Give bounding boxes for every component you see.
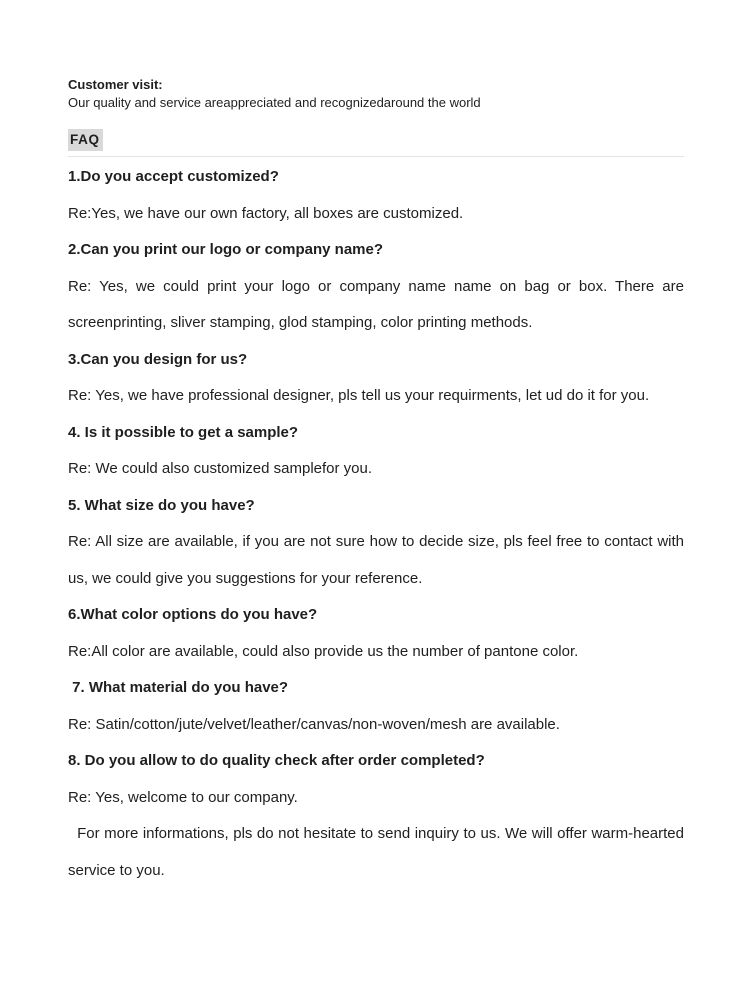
faq-question: 2.Can you print our logo or company name?: [68, 241, 384, 258]
faq-question: 3.Can you design for us?: [68, 350, 248, 368]
faq-item: [68, 670, 684, 743]
faq-question: 8. Do you allow to do quality check after order completed?: [68, 752, 485, 769]
faq-answer: Re: Yes, welcome to our company.: [68, 788, 298, 806]
faq-list: [68, 159, 689, 889]
faq-heading: FAQ: [68, 129, 103, 151]
faq-question: 4. Is it possible to get a sample?: [68, 423, 299, 441]
faq-item: [68, 743, 684, 816]
faq-answer: Re: We could also customized samplefor you.: [68, 460, 373, 477]
faq-item: [68, 597, 684, 670]
customer-visit-section: [68, 76, 684, 112]
faq-answer: Re:All color are available, could also provide us the number of pantone color.: [68, 642, 579, 660]
section-divider: [68, 156, 684, 157]
faq-answer: Re: All size are available, if you are not sure how to decide size, pls feel free to contact with us, we could give you suggestions for your reference.: [68, 533, 689, 587]
faq-answer: Re: Yes, we could print your logo or company name name on bag or box. There are screenprinting, sliver stamping, glod stamping, color printing methods.: [68, 277, 689, 331]
faq-question: 6.What color options do you have?: [68, 606, 318, 623]
customer-visit-title: Customer visit:: [68, 77, 163, 92]
faq-heading-row: [68, 129, 684, 151]
faq-answer: Re:Yes, we have our own factory, all boxes are customized.: [68, 204, 464, 222]
faq-answer: Re: Satin/cotton/jute/velvet/leather/canvas/non-woven/mesh are available.: [68, 715, 560, 733]
faq-question: 1.Do you accept customized?: [68, 168, 279, 185]
customer-visit-subtitle: Our quality and service areappreciated and recognizedaround the world: [68, 95, 481, 110]
faq-item: [68, 159, 684, 232]
faq-item: [68, 415, 684, 488]
faq-question: 5. What size do you have?: [68, 496, 255, 514]
faq-answer: Re: Yes, we have professional designer, pls tell us your requirments, let ud do it for you.: [68, 387, 650, 404]
faq-question: 7. What material do you have?: [68, 679, 289, 696]
faq-item: [68, 342, 684, 415]
closing-note: For more informations, pls do not hesitate to send inquiry to us. We will offer warm-hearted service to you.: [68, 825, 689, 879]
faq-item: [68, 232, 689, 342]
faq-item: [68, 488, 689, 598]
